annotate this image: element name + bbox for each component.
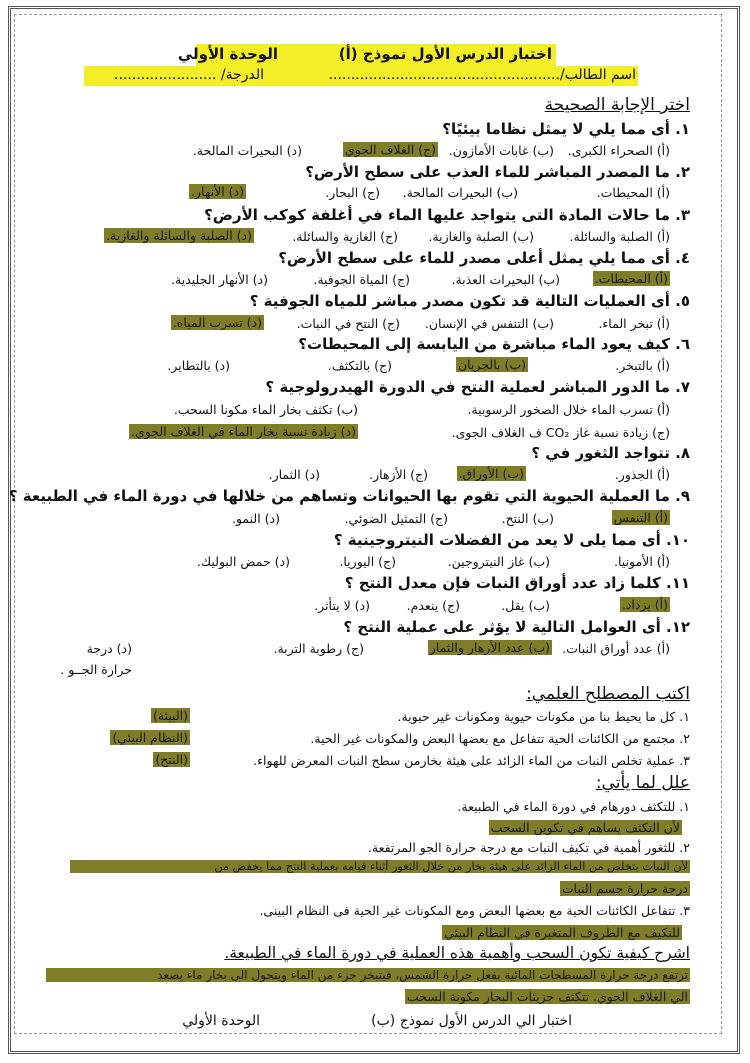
q7-option-a: (أ) تسرب الماء خلال الصخور الرسوبية. bbox=[467, 402, 670, 417]
q12-continuation: حرارة الجــو . bbox=[60, 662, 132, 677]
q4-option-d: (د) الأنهار الجليدية. bbox=[171, 272, 268, 287]
describe-answer-line1: ترتفع درجة حرارة المسطحات المائية بفعل حرارة الشمس، فيتبخر جزء من الماء ويتحول الى بخار ماء يصعد bbox=[46, 968, 690, 982]
reason-2-answer-line1: لأن النبات يتخلص من الماء الزائد على هيئة بخار من خلال الثغور أثناء قيامه بعملية النتح مما يخفض من bbox=[70, 860, 690, 873]
question-1: ١. أى مما يلي لا يمثل نظاما بيئيًا؟ bbox=[442, 120, 690, 138]
reason-3-answer: للتكيف مع الظروف المتغيرة في النظام البيئي bbox=[444, 925, 680, 940]
reason-2: ٢. للثغور أهمية في تكيف النبات مع درجة حرارة الجو المرتفعة. bbox=[367, 840, 690, 855]
q1-option-d: (د) البحيرات المالحة. bbox=[192, 143, 302, 158]
footer-unit: الوحدة الأولي bbox=[182, 1013, 260, 1029]
q9-option-d: (د) النمو. bbox=[231, 511, 280, 526]
q12-option-c: (ج) رطوبة التربة. bbox=[273, 641, 364, 656]
question-5: ٥. أى العمليات التالية قد تكون مصدر مباشر للمياه الجوفية ؟ bbox=[249, 292, 690, 310]
section-title-choose: اختر الإجابة الصحيحة bbox=[544, 95, 690, 115]
term-1: ١. كل ما يحيط بنا من مكونات حيوية ومكونات غير حيوية. bbox=[397, 709, 690, 724]
question-8: ٨. تتواجد الثغور في ؟ bbox=[531, 444, 690, 462]
q12-option-d: (د) درجة bbox=[86, 641, 132, 656]
reason-1: ١. للتكثف دورهام في دورة الماء في الطبيعة. bbox=[457, 799, 690, 814]
q4-option-b: (ب) البحيرات العذبة. bbox=[451, 272, 560, 287]
reason-2-answer-line2: درجة حرارة جسم النبات bbox=[561, 881, 688, 896]
question-11: ١١. كلما زاد عدد أوراق النبات فإن معدل النتح ؟ bbox=[344, 574, 690, 592]
q6-option-b-answer: (ب) بالجريان bbox=[457, 357, 526, 372]
term-1-answer: (البيئة) bbox=[152, 708, 188, 723]
term-3: ٣. عملية تخلص النبات من الماء الزائد على هيئة بخارمن سطح النبات المعرض للهواء. bbox=[253, 753, 690, 768]
reason-3: ٣. تتفاعل الكائنات الحية مع بعضها البعض ومع المكونات غير الحية فى النظام البينى. bbox=[259, 903, 690, 918]
term-3-answer: (النتح) bbox=[155, 752, 188, 767]
q5-option-a: (أ) تبخر الماء. bbox=[598, 316, 670, 331]
question-10: ١٠. أى مما يلى لا يعد من الفضلات النيتروجينية ؟ bbox=[333, 531, 690, 549]
q1-option-b: (ب) غابات الأمازون. bbox=[448, 143, 554, 158]
q5-option-b: (ب) التنفس في الإنسان. bbox=[424, 316, 554, 331]
q6-option-c: (ج) بالتكثف. bbox=[327, 358, 392, 373]
q9-option-a-answer: (أ) التنفس bbox=[613, 510, 668, 525]
term-2: ٢. مجتمع من الكائنات الحية تتفاعل مع بعضها البعض والمكونات غير الحية. bbox=[310, 731, 690, 746]
q3-option-c: (ج) الغازية والسائلة. bbox=[292, 229, 398, 244]
describe-answer-line2: الي الغلاف الجوي. تتكثف جزيئات البخار مكونة السحب bbox=[406, 989, 688, 1004]
q3-option-b: (ب) الصلبة والغازية. bbox=[428, 229, 534, 244]
q11-option-a-answer: (أ) يزداد. bbox=[621, 597, 668, 612]
question-2: ٢. ما المصدر المباشر للماء العذب على سطح الأرض؟ bbox=[305, 163, 690, 181]
q5-option-d-answer: (د) تسرب المياه. bbox=[172, 315, 262, 330]
q8-option-a: (أ) الجذور. bbox=[614, 467, 670, 482]
q2-option-c: (ج) البحار. bbox=[325, 185, 380, 200]
section-title-explain: علل لما يأتي: bbox=[595, 773, 690, 793]
q7-option-d-answer: (د) زيادة نسبة بخار الماء في الغلاف الجوي. bbox=[131, 424, 356, 439]
q11-option-b: (ب) يقل. bbox=[501, 598, 550, 613]
q4-option-c: (ج) المياة الجوفية. bbox=[313, 272, 410, 287]
question-4: ٤. أى مما يلي يمثل أعلى مصدر للماء على سطح الأرض؟ bbox=[278, 249, 690, 267]
header-unit: الوحدة الأولي bbox=[177, 45, 278, 63]
q12-option-b-answer: (ب) عدد الأزهار والثمار bbox=[429, 640, 550, 655]
question-6: ٦. كيف يعود الماء مباشرة من اليابسة إلى المحيطات؟ bbox=[298, 335, 690, 353]
term-2-answer: (النظام البيئي) bbox=[112, 730, 188, 745]
question-7: ٧. ما الدور المباشر لعملية النتح في الدورة الهيدرولوجية ؟ bbox=[265, 378, 690, 396]
q2-option-a: (أ) المحيطات. bbox=[596, 185, 670, 200]
q10-option-a: (أ) الأمونيا. bbox=[614, 554, 670, 569]
header-exam-title: اختبار الدرس الأول نموذج (أ) bbox=[338, 45, 552, 63]
q11-option-c: (ج) ينعدم. bbox=[406, 598, 460, 613]
q2-option-b: (ب) البحيرات المالحة. bbox=[402, 185, 518, 200]
q10-option-c: (ج) اليوريا. bbox=[339, 554, 396, 569]
q10-option-b: (ب) غاز النيتروجين. bbox=[447, 554, 550, 569]
q12-option-a: (أ) عدد أوراق النبات. bbox=[562, 641, 670, 656]
student-name-field: اسم الطالب/.................................................... bbox=[328, 67, 636, 83]
question-12: ١٢. أى العوامل التالية لا يؤثر على عملية النتح ؟ bbox=[343, 618, 690, 636]
q8-option-b-answer: (ب) الأوراق. bbox=[458, 466, 524, 481]
q5-option-c: (ج) النتح في النبات. bbox=[296, 316, 400, 331]
q10-option-d: (د) حمض البوليك. bbox=[196, 554, 290, 569]
q4-option-a-answer: (أ) المحيطات. bbox=[594, 271, 668, 286]
q7-option-b: (ب) تكثف بخار الماء مكونا السحب. bbox=[173, 402, 358, 417]
q9-option-c: (ج) التمثيل الضوئي. bbox=[344, 511, 448, 526]
question-9: ٩. ما العملية الحيوية التي تقوم بها الحيوانات وتساهم من خلالها في دورة الماء في الطبيعة ؟ bbox=[8, 487, 690, 505]
q6-option-d: (د) بالتطاير. bbox=[167, 358, 230, 373]
q1-option-c-answer: (ج) الغلاف الجوي bbox=[344, 142, 436, 157]
q2-option-d-answer: (د) الأنهار. bbox=[191, 184, 244, 199]
question-3: ٣. ما حالات المادة التى يتواجد عليها الماء في أغلفة كوكب الأرض؟ bbox=[204, 206, 690, 224]
grade-field: الدرجة/ ....................... bbox=[114, 67, 264, 83]
q3-option-a: (أ) الصلبة والسائلة. bbox=[569, 229, 670, 244]
q3-option-d-answer: (د) الصلبة والسائلة والغازية. bbox=[106, 228, 252, 243]
q8-option-d: (د) الثمار. bbox=[268, 467, 320, 482]
q7-option-c: (ج) زيادة نسبة غاز CO₂ ف الغلاف الجوى. bbox=[451, 425, 670, 440]
q8-option-c: (ج) الأزهار. bbox=[369, 467, 428, 482]
q11-option-d: (د) لا يتأثر. bbox=[314, 598, 370, 613]
q1-option-a: (أ) الصحراء الكبرى. bbox=[567, 143, 670, 158]
section-title-term: اكتب المصطلح العلمي: bbox=[526, 684, 690, 704]
q6-option-a: (أ) بالتبخر. bbox=[615, 358, 670, 373]
footer-exam-title: اختبار الي الدرس الأول نموذج (ب) bbox=[371, 1013, 572, 1029]
reason-1-answer: لأن التكثف يساهم في تكوين السحب bbox=[490, 820, 680, 835]
q9-option-b: (ب) النتح. bbox=[501, 511, 554, 526]
section-title-describe: اشرح كيفية تكون السحب وأهمية هذه العملية في دورة الماء في الطبيعة. bbox=[224, 944, 690, 962]
